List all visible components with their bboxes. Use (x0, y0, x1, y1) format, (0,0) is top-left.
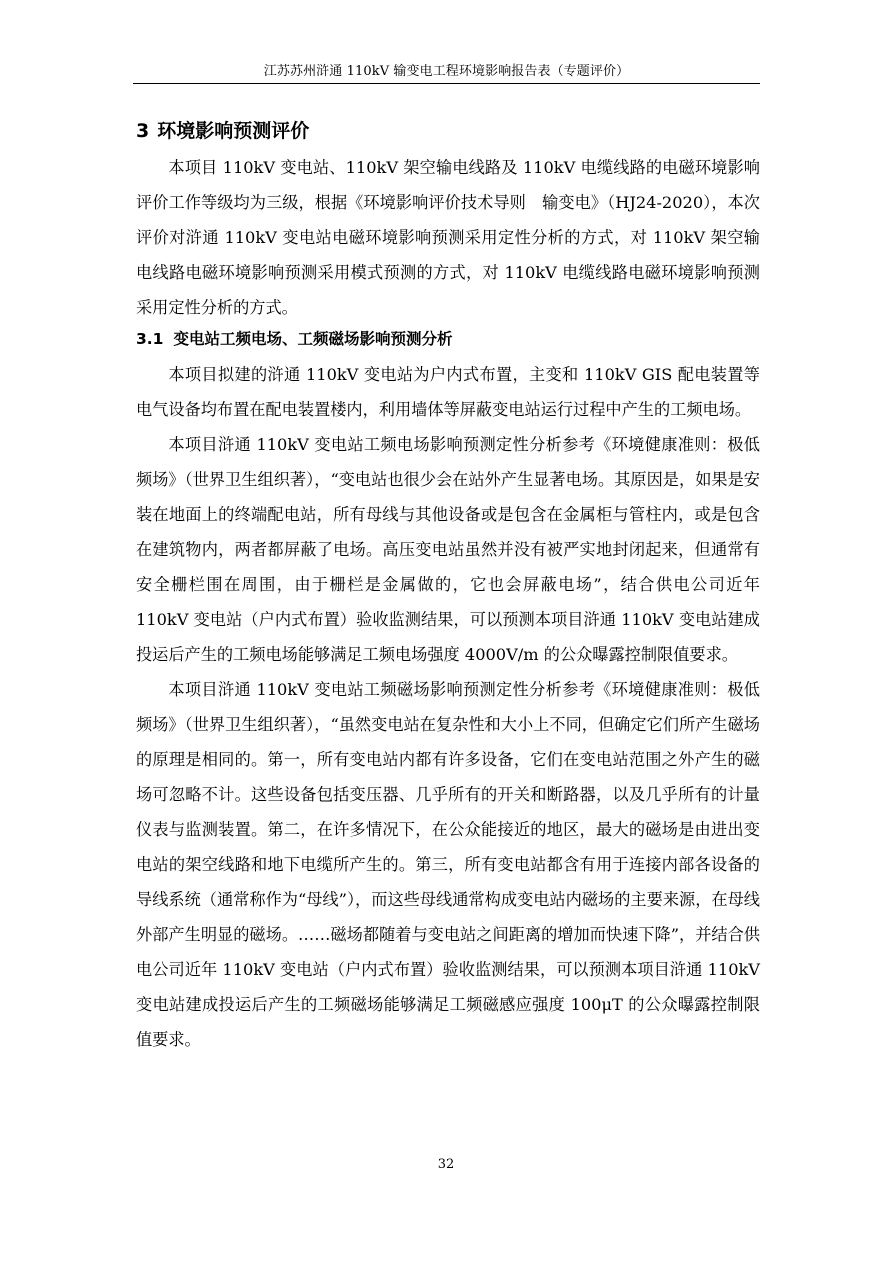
paragraph-magnetic-field: 本项目浒通 110kV 变电站工频磁场影响预测定性分析参考《环境健康准则：极低频场》（世界卫生组织著），“虽然变电站在复杂性和大小上不同，但确定它们所产生磁场的原理是相同的。第一，所有变电站内都有许多设备，它们在变电站范围之外产生的磁场可忽略不计。这些设备包括变压器、几乎所有的开关和断路器，以及几乎所有的计量仪表与监测装置。第二，在许多情况下，在公众能接近的地区，最大的磁场是由进出变电站的架空线路和地下电缆所产生的。第三，所有变电站都含有用于连接内部各设备的导线系统（通常称作为“母线”），而这些母线通常构成变电站内磁场的主要来源，在母线外部产生明显的磁场。……磁场都随着与变电站之间距离的增加而快速下降”，并结合供电公司近年 110kV 变电站（户内式布置）验收监测结果，可以预测本项目浒通 110kV 变电站建成投运后产生的工频磁场能够满足工频磁感应强度 100μT 的公众曝露控制限值要求。 (136, 680, 760, 1049)
page-body (136, 115, 760, 1057)
section-title: 环境影响预测评价 (157, 120, 310, 142)
paragraph-layout: 本项目拟建的浒通 110kV 变电站为户内式布置，主变和 110kV GIS 配电装置等电气设备均布置在配电装置楼内，利用墙体等屏蔽变电站运行过程中产生的工频电场。 (136, 365, 760, 419)
section-number: 3 (136, 120, 150, 142)
header-rule (133, 83, 760, 84)
running-header: 江苏苏州浒通 110kV 输变电工程环境影响报告表（专题评价） (263, 64, 630, 79)
paragraph-electric-field: 本项目浒通 110kV 变电站工频电场影响预测定性分析参考《环境健康准则：极低频场》（世界卫生组织著），“变电站也很少会在站外产生显著电场。其原因是，如果是安装在地面上的终端配电站，所有母线与其他设备或是包含在金属柜与管柱内，或是包含在建筑物内，两者都屏蔽了电场。高压变电站虽然并没有被严实地封闭起来，但通常有安全栅栏围在周围，由于栅栏是金属做的，它也会屏蔽电场”，结合供电公司近年 110kV 变电站（户内式布置）验收监测结果，可以预测本项目浒通 110kV 变电站建成投运后产生的工频电场能够满足工频电场强度 4000V/m 的公众曝露控制限值要求。 (136, 435, 760, 664)
subsection-title: 变电站工频电场、工频磁场影响预测分析 (173, 330, 453, 348)
subsection-number: 3.1 (136, 330, 164, 348)
page-number: 32 (437, 1157, 455, 1172)
section-heading (136, 115, 760, 147)
subsection-heading (136, 325, 760, 353)
section-intro-paragraph: 本项目 110kV 变电站、110kV 架空输电线路及 110kV 电缆线路的电磁环境影响评价工作等级均为三级，根据《环境影响评价技术导则 输变电》（HJ24-2020），本次评价对浒通 110kV 变电站电磁环境影响预测采用定性分析的方式，对 110kV 架空输电线路电磁环境影响预测采用模式预测的方式，对 110kV 电缆线路电磁环境影响预测采用定性分析的方式。 (136, 158, 760, 317)
